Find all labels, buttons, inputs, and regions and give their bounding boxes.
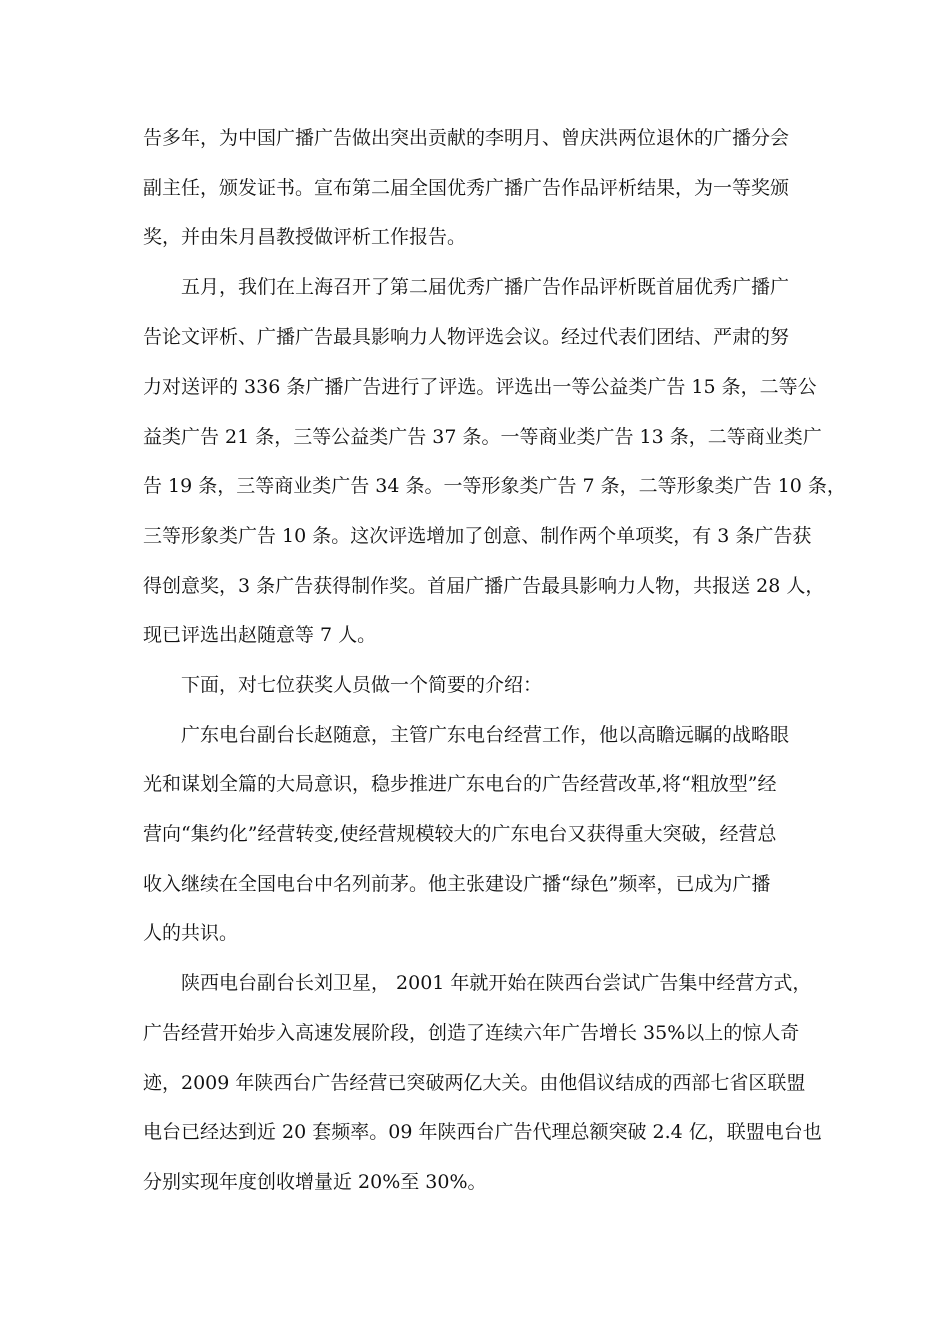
text-line: 告 19 条，三等商业类广告 34 条。一等形象类广告 7 条，二等形象类广告 10 条， xyxy=(143,475,846,497)
text-line: 力对送评的 336 条广播广告进行了评选。评选出一等公益类广告 15 条，二等公 xyxy=(143,376,817,398)
text-line: 副主任，颁发证书。宣布第二届全国优秀广播广告作品评析结果，为一等奖颁 xyxy=(143,177,790,199)
text-line: 人的共识。 xyxy=(143,922,239,944)
text-line: 益类广告 21 条，三等公益类广告 37 条。一等商业类广告 13 条，二等商业类广 xyxy=(143,426,822,448)
text-line: 广告经营开始步入高速发展阶段，创造了连续六年广告增长 35%以上的惊人奇 xyxy=(143,1022,800,1044)
text-line: 得创意奖，3 条广告获得制作奖。首届广播广告最具影响力人物，共报送 28 人， xyxy=(143,575,825,597)
text-line: 光和谋划全篇的大局意识，稳步推进广东电台的广告经营改革,将“粗放型”经 xyxy=(143,773,777,795)
text-line: 奖，并由朱月昌教授做评析工作报告。 xyxy=(143,226,467,248)
text-line: 五月，我们在上海召开了第二届优秀广播广告作品评析既首届优秀广播广 xyxy=(181,276,790,298)
text-line: 营向“集约化”经营转变,使经营规模较大的广东电台又获得重大突破，经营总 xyxy=(143,823,777,845)
text-line: 分别实现年度创收增量近 20%至 30%。 xyxy=(143,1171,487,1193)
text-line: 告多年，为中国广播广告做出突出贡献的李明月、曾庆洪两位退休的广播分会 xyxy=(143,127,790,149)
text-line: 广东电台副台长赵随意，主管广东电台经营工作，他以高瞻远瞩的战略眼 xyxy=(181,724,790,746)
text-line: 下面，对七位获奖人员做一个简要的介绍： xyxy=(181,674,543,696)
text-line: 陕西电台副台长刘卫星， 2001 年就开始在陕西台尝试广告集中经营方式， xyxy=(181,972,812,994)
text-line: 收入继续在全国电台中名列前茅。他主张建设广播“绿色”频率，已成为广播 xyxy=(143,873,771,895)
text-line: 迹，2009 年陕西台广告经营已突破两亿大关。由他倡议结成的西部七省区联盟 xyxy=(143,1072,806,1094)
text-line: 告论文评析、广播广告最具影响力人物评选会议。经过代表们团结、严肃的努 xyxy=(143,326,790,348)
text-line: 现已评选出赵随意等 7 人。 xyxy=(143,624,377,646)
text-line: 电台已经达到近 20 套频率。09 年陕西台广告代理总额突破 2.4 亿，联盟电台也 xyxy=(143,1121,822,1143)
text-line: 三等形象类广告 10 条。这次评选增加了创意、制作两个单项奖，有 3 条广告获 xyxy=(143,525,812,547)
